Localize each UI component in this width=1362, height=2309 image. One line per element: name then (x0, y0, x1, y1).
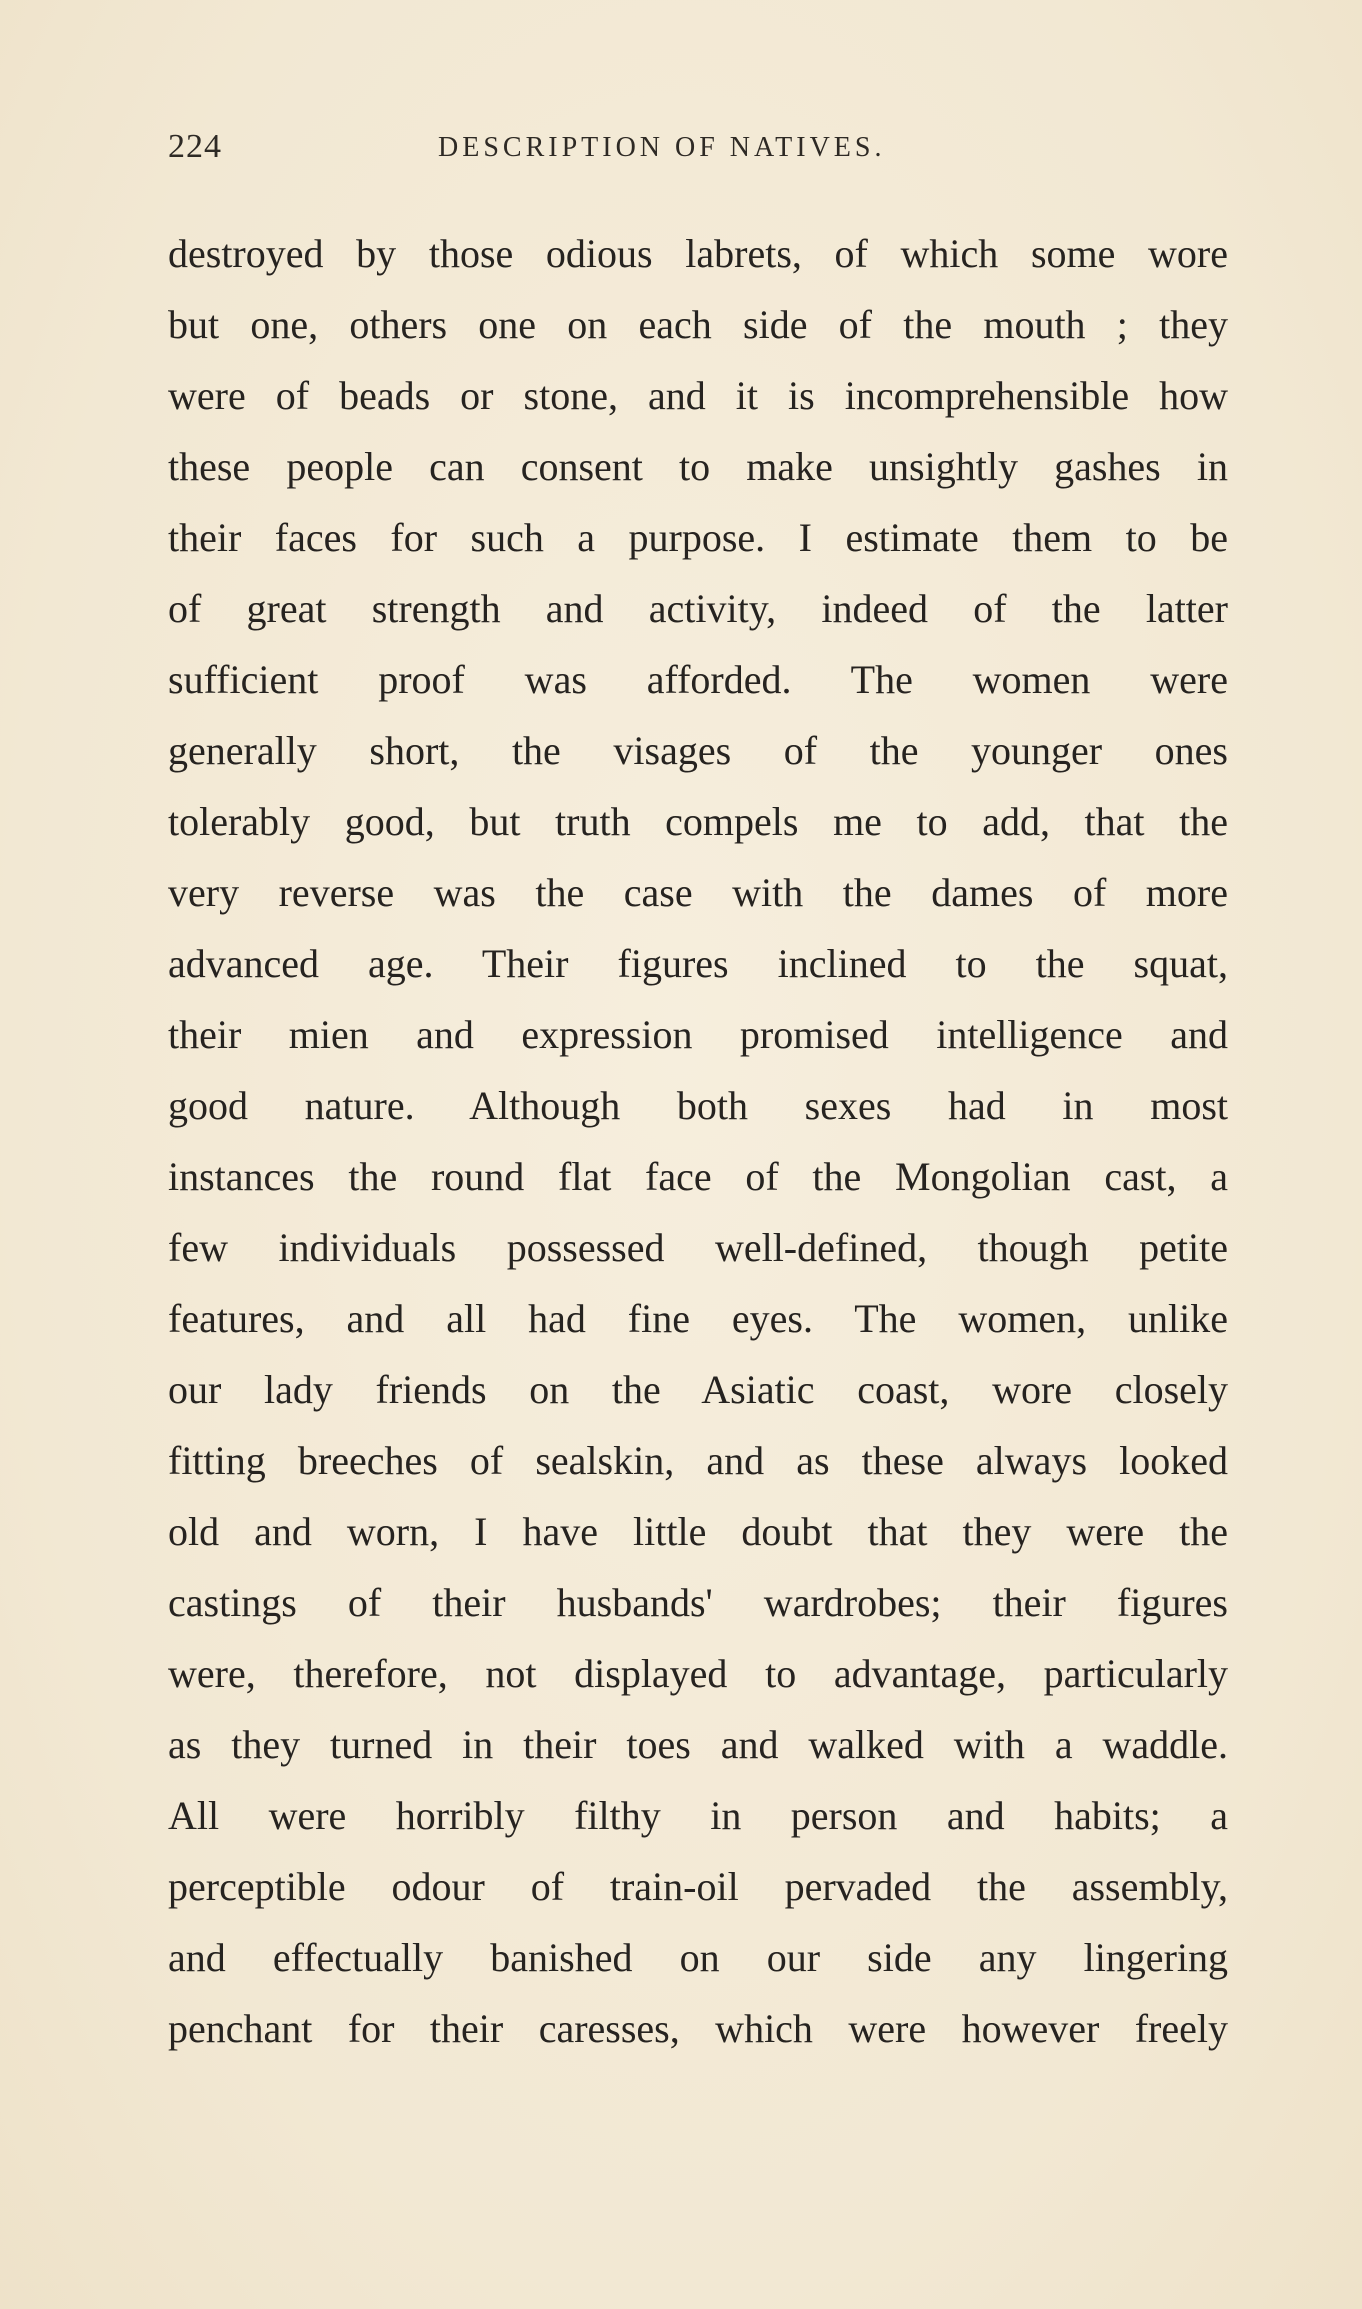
text-line: their mien and expression promised intelligence and (168, 1012, 1228, 1057)
text-line: advanced age. Their figures inclined to the squat, (168, 941, 1228, 986)
text-line: penchant for their caresses, which were however freely (168, 2006, 1228, 2051)
text-line: sufficient proof was afforded. The women were (168, 657, 1228, 702)
text-line: very reverse was the case with the dames of more (168, 870, 1228, 915)
text-line: old and worn, I have little doubt that they were the (168, 1509, 1228, 1554)
text-line: these people can consent to make unsightly gashes in (168, 444, 1228, 489)
body-text (168, 218, 1228, 2064)
text-line: destroyed by those odious labrets, of which some wore (168, 231, 1228, 276)
page-number: 224 (168, 128, 222, 165)
running-head: DESCRIPTION OF NATIVES. (438, 132, 886, 163)
text-line: instances the round flat face of the Mongolian cast, a (168, 1154, 1228, 1199)
text-line: features, and all had fine eyes. The women, unlike (168, 1296, 1228, 1341)
text-line: good nature. Although both sexes had in most (168, 1083, 1228, 1128)
text-line: but one, others one on each side of the mouth ; they (168, 302, 1228, 347)
text-line: of great strength and activity, indeed of the latter (168, 586, 1228, 631)
text-line: castings of their husbands' wardrobes; their figures (168, 1580, 1228, 1625)
text-line: and effectually banished on our side any lingering (168, 1935, 1228, 1980)
text-line: their faces for such a purpose. I estimate them to be (168, 515, 1228, 560)
text-line: All were horribly filthy in person and habits; a (168, 1793, 1228, 1838)
text-line: as they turned in their toes and walked with a waddle. (168, 1722, 1228, 1767)
text-line: were, therefore, not displayed to advantage, particularly (168, 1651, 1228, 1696)
text-line: tolerably good, but truth compels me to add, that the (168, 799, 1228, 844)
text-line: fitting breeches of sealskin, and as these always looked (168, 1438, 1228, 1483)
text-line: were of beads or stone, and it is incomprehensible how (168, 373, 1228, 418)
text-line: few individuals possessed well-defined, though petite (168, 1225, 1228, 1270)
text-line: our lady friends on the Asiatic coast, wore closely (168, 1367, 1228, 1412)
text-line: generally short, the visages of the younger ones (168, 728, 1228, 773)
text-line: perceptible odour of train-oil pervaded the assembly, (168, 1864, 1228, 1909)
page-header (168, 128, 1228, 176)
